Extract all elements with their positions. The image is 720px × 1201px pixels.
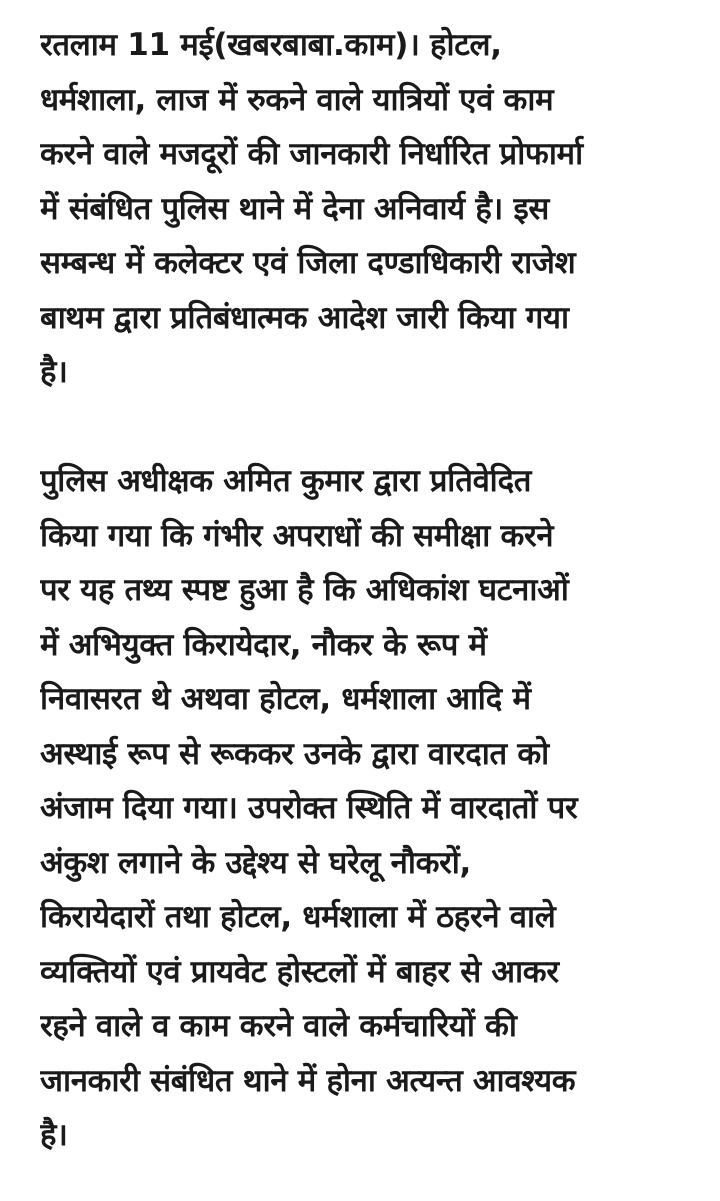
text-line: में अभियुक्त किरायेदार, नौकर के रूप में (40, 626, 487, 663)
text-line: निवासरत थे अथवा होटल, धर्मशाला आदि में (40, 681, 531, 717)
text-line: बाथम द्वारा प्रतिबंधात्मक आदेश जारी किया गया (40, 299, 569, 336)
paragraph-spacer (40, 400, 680, 455)
paragraph-1 (40, 18, 680, 400)
text-line: अंकुश लगाने के उद्देश्य से घरेलू नौकरों, (40, 844, 471, 881)
text-line: रतलाम 11 मई(खबरबाबा.काम)। होटल, (40, 27, 502, 63)
text-line: धर्मशाला, लाज में रुकने वाले यात्रियों एवं काम (40, 81, 554, 118)
text-line: है। (40, 1117, 68, 1153)
text-line: किरायेदारों तथा होटल, धर्मशाला में ठहरने वाले (40, 899, 556, 935)
text-line: में संबंधित पुलिस थाने में देना अनिवार्य है। इस (40, 190, 550, 227)
text-line: सम्बन्ध में कलेक्टर एवं जिला दण्डाधिकारी राजेश (40, 245, 576, 281)
text-line: है। (40, 354, 68, 390)
text-line: करने वाले मजदूरों की जानकारी निर्धारित प्रोफार्मा (40, 136, 583, 172)
text-line: रहने वाले व काम करने वाले कर्मचारियों की (40, 1008, 517, 1044)
text-line: व्यक्तियों एवं प्रायवेट होस्टलों में बाहर से आकर (40, 953, 559, 990)
paragraph-2 (40, 454, 680, 1163)
text-line: अस्थाई रूप से रूककर उनके द्वारा वारदात को (40, 735, 549, 772)
text-line: जानकारी संबंधित थाने में होना अत्यन्त आवश्यक (40, 1062, 576, 1099)
text-line: पर यह तथ्य स्पष्ट हुआ है कि अधिकांश घटनाओं (40, 572, 569, 608)
text-line: अंजाम दिया गया। उपरोक्त स्थिति में वारदातों पर (40, 790, 578, 826)
text-line: पुलिस अधीक्षक अमित कुमार द्वारा प्रतिवेदित (40, 463, 532, 499)
text-line: किया गया कि गंभीर अपराधों की समीक्षा करने (40, 517, 554, 554)
